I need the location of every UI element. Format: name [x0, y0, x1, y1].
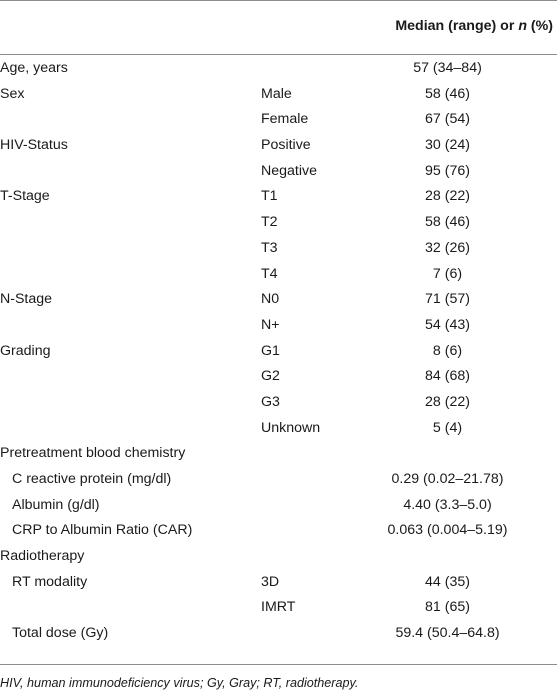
row-value: 67 (54) [425, 111, 470, 128]
table-row [0, 570, 557, 596]
row-subcategory: Male [261, 85, 292, 102]
table-row [0, 390, 557, 416]
row-value: 58 (46) [425, 85, 470, 102]
table-row [0, 493, 557, 519]
row-value: 5 (4) [432, 419, 463, 436]
table-row [0, 441, 557, 467]
row-label: Total dose (Gy) [12, 625, 109, 642]
row-value: 71 (57) [425, 291, 470, 308]
row-value: 54 (43) [425, 316, 470, 333]
row-label: Pretreatment blood chemistry [0, 445, 186, 462]
table-row [0, 467, 557, 493]
table-row [0, 133, 557, 159]
table-row [0, 82, 557, 108]
row-subcategory: G3 [261, 393, 280, 410]
row-label: N-Stage [0, 291, 53, 308]
row-value: 28 (22) [425, 393, 470, 410]
row-value: 58 (46) [425, 214, 470, 231]
value-column-header-pre: Median (range) or [395, 18, 519, 34]
row-subcategory: Female [261, 111, 309, 128]
row-label: Albumin (g/dl) [12, 496, 100, 513]
table-footnote: HIV, human immunodeficiency virus; Gy, Gray; RT, radiotherapy. [0, 676, 359, 690]
row-value: 44 (35) [425, 573, 470, 590]
table-row [0, 595, 557, 621]
table-row [0, 621, 557, 647]
table-row [0, 339, 557, 365]
table-bottom-rule [0, 664, 557, 665]
row-label: Sex [0, 85, 25, 102]
row-value: 95 (76) [425, 162, 470, 179]
row-value: 0.29 (0.02–21.78) [391, 471, 504, 487]
row-label: Grading [0, 342, 51, 359]
row-subcategory: T4 [261, 265, 278, 282]
table-row [0, 416, 557, 442]
row-label: HIV-Status [0, 137, 68, 154]
table-row [0, 287, 557, 313]
table-row [0, 159, 557, 185]
row-value: 0.063 (0.004–5.19) [387, 522, 508, 539]
value-column-header-post: (%) [526, 18, 553, 34]
row-value: 30 (24) [425, 137, 470, 154]
row-value: 7 (6) [432, 265, 463, 282]
table-row [0, 236, 557, 262]
row-value: 59.4 (50.4–64.8) [395, 625, 500, 642]
table-row [0, 313, 557, 339]
table-row [0, 184, 557, 210]
row-value: 8 (6) [432, 342, 463, 359]
row-label: RT modality [12, 573, 88, 590]
row-subcategory: Unknown [261, 419, 321, 436]
row-label: T-Stage [0, 188, 50, 205]
table-row [0, 56, 557, 82]
row-value: 84 (68) [425, 368, 470, 385]
row-label: CRP to Albumin Ratio (CAR) [12, 522, 193, 539]
table-row [0, 364, 557, 390]
row-subcategory: G2 [261, 368, 280, 385]
row-label: Age, years [0, 60, 68, 76]
row-value: 4.40 (3.3–5.0) [403, 496, 492, 513]
row-subcategory: 3D [261, 573, 280, 590]
table-row [0, 544, 557, 570]
value-column-header [340, 18, 557, 34]
row-value: 81 (65) [425, 599, 470, 616]
row-subcategory: IMRT [261, 599, 296, 616]
table-row [0, 107, 557, 133]
row-subcategory: Negative [261, 162, 317, 179]
table-body [0, 56, 557, 647]
row-subcategory: G1 [261, 342, 280, 359]
row-value: 28 (22) [425, 188, 470, 205]
table-header-row [0, 0, 557, 54]
row-value: 32 (26) [425, 239, 470, 256]
row-value: 57 (34–84) [413, 60, 482, 76]
table-row [0, 518, 557, 544]
row-subcategory: Positive [261, 137, 311, 154]
row-subcategory: N0 [261, 291, 280, 308]
row-label: Radiotherapy [0, 548, 85, 565]
row-subcategory: T1 [261, 188, 278, 205]
row-subcategory: T2 [261, 214, 278, 231]
row-label: C reactive protein (mg/dl) [12, 471, 172, 487]
table-row [0, 262, 557, 288]
row-subcategory: T3 [261, 239, 278, 256]
value-column-header-n: n [518, 18, 527, 34]
row-subcategory: N+ [261, 316, 280, 333]
table-row [0, 210, 557, 236]
table-header-rule [0, 54, 557, 55]
